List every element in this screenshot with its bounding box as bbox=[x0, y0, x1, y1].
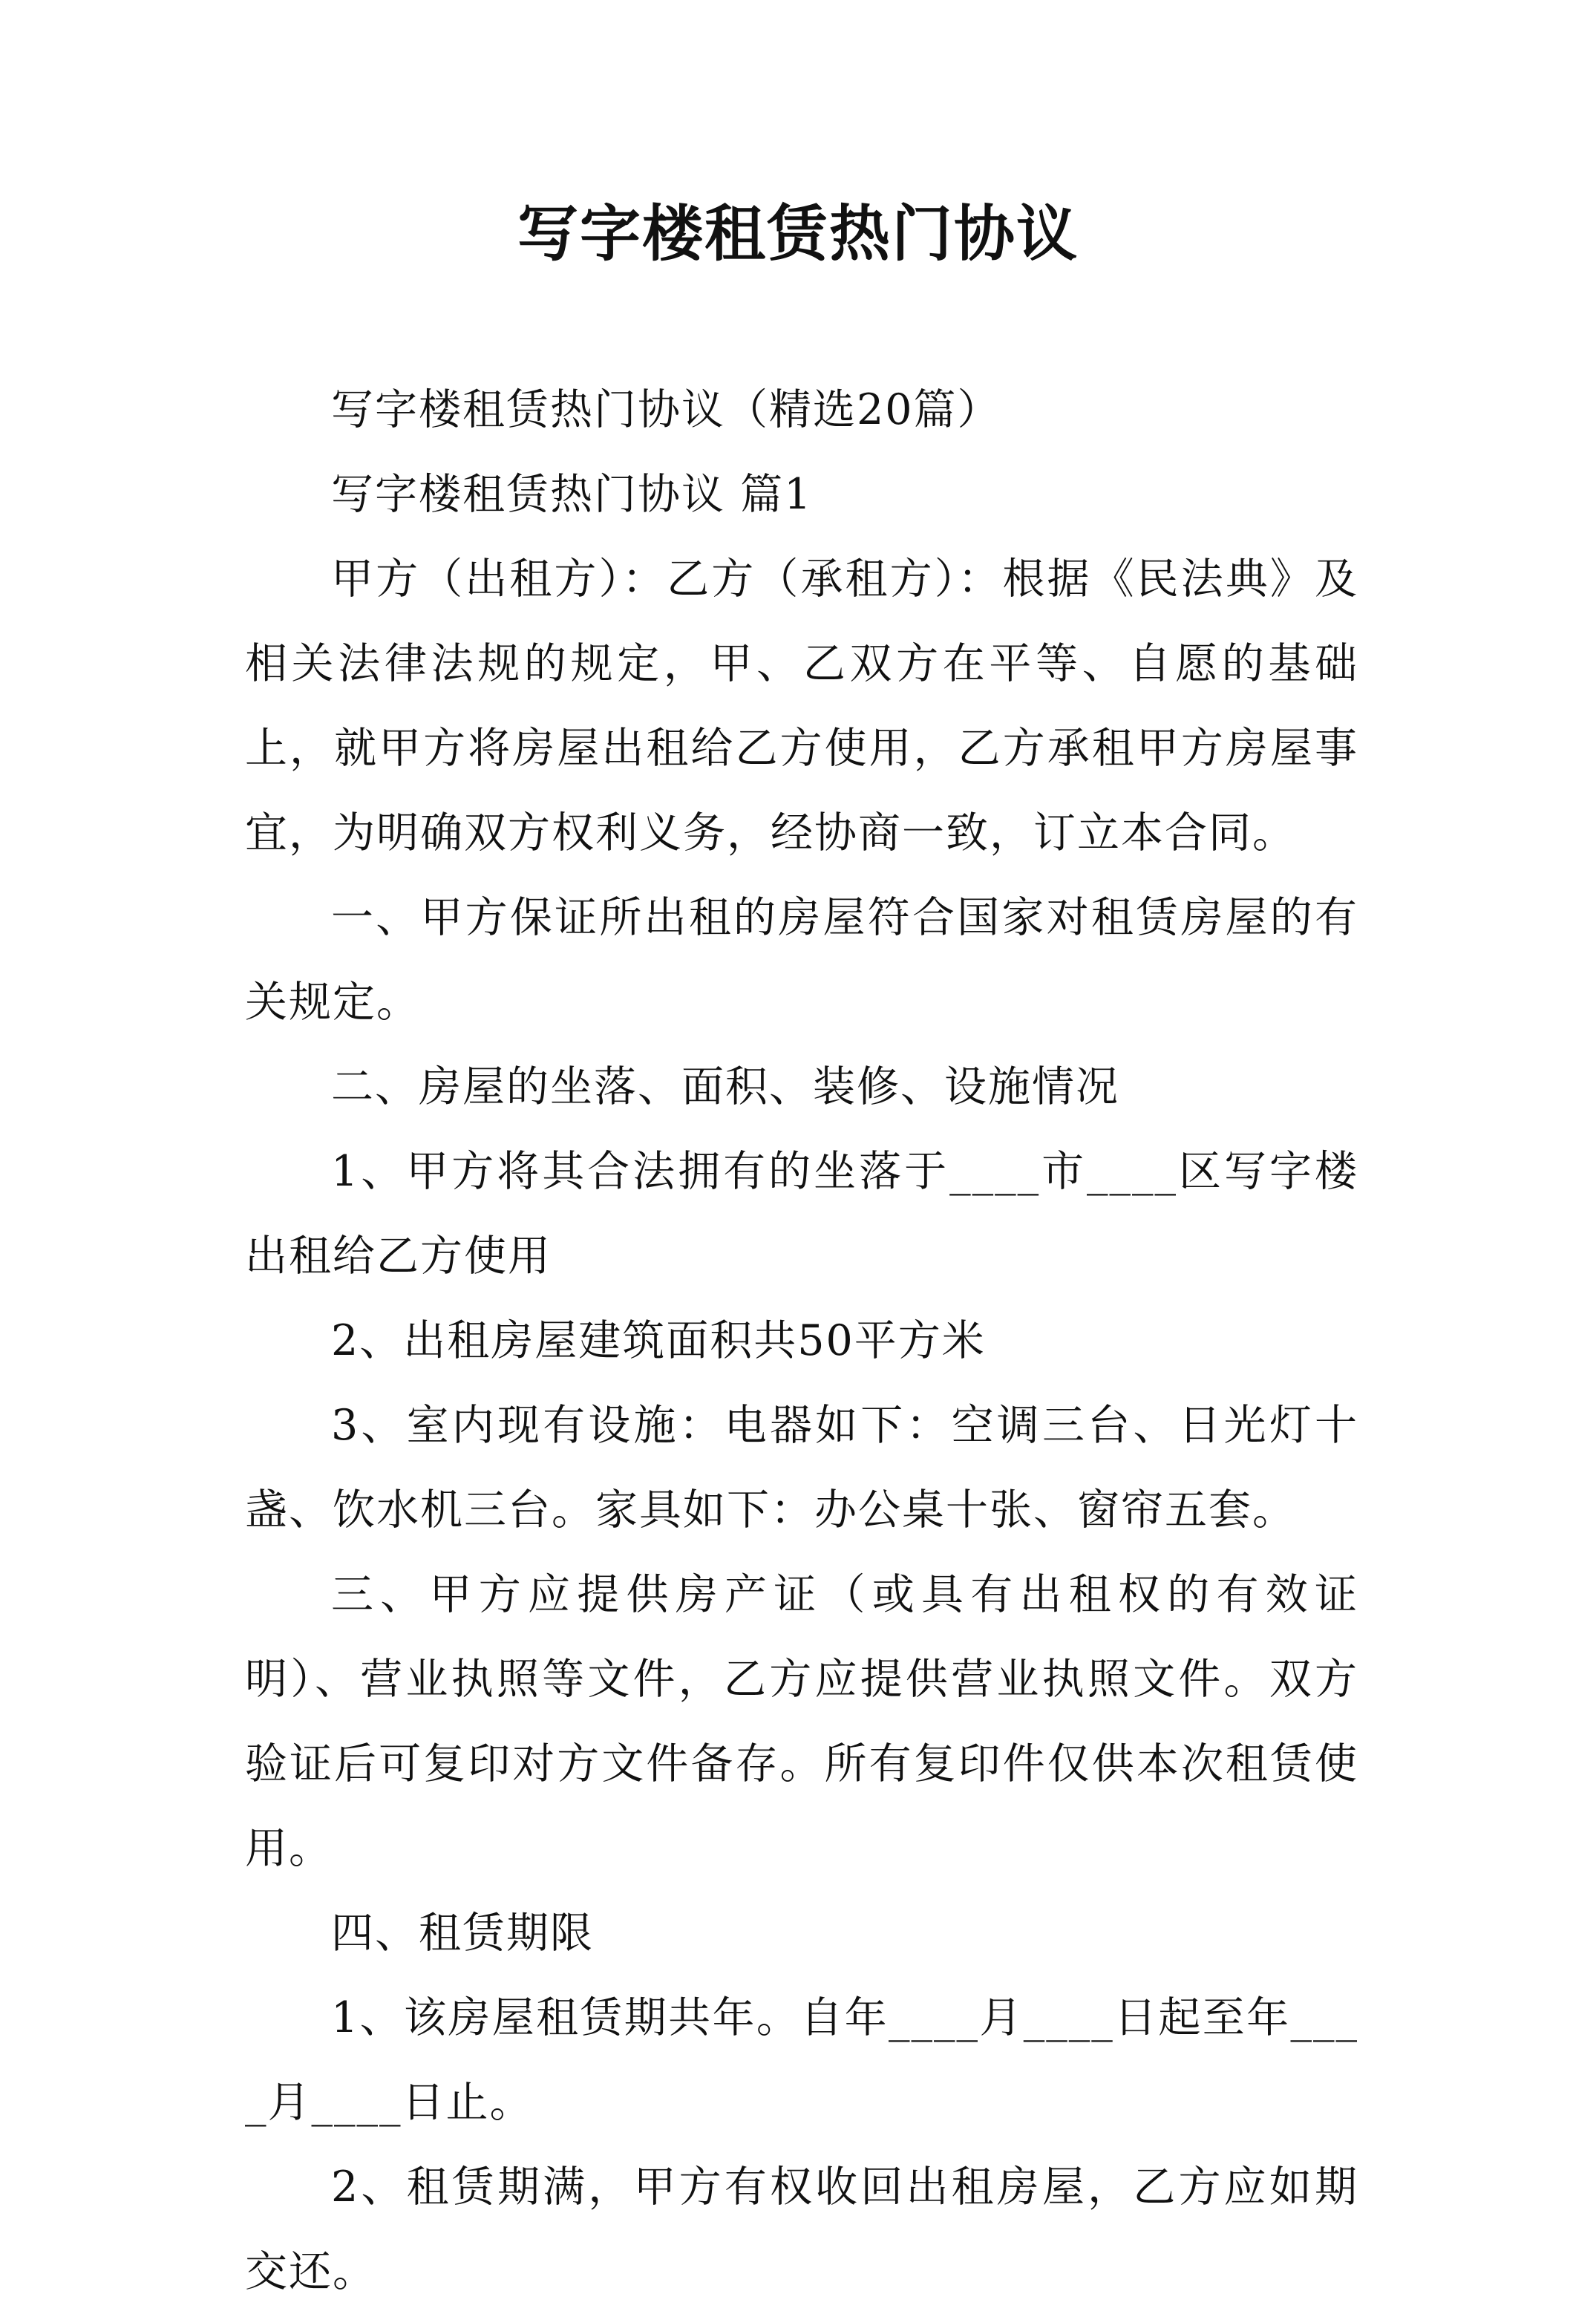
clause-3-paragraph: 三、甲方应提供房产证（或具有出租权的有效证明）、营业执照等文件，乙方应提供营业执照文件。双方验证后可复印对方文件备存。所有复印件仅供本次租赁使用。 bbox=[245, 1570, 1358, 1873]
clause-2-heading: 二、房屋的坐落、面积、装修、设施情况 bbox=[331, 1062, 1119, 1111]
clause-4-item-2: 2、租赁期满，甲方有权收回出租房屋，乙方应如期交还。 bbox=[245, 2163, 1358, 2296]
document-title: 写字楼租赁热门协议 bbox=[517, 198, 1079, 269]
section-heading-paragraph: 写字楼租赁热门协议 篇1 bbox=[331, 470, 813, 519]
clause-4-item-1: 1、该房屋租赁期共年。自年____月____日起至年____月____日止。 bbox=[245, 1993, 1358, 2127]
clause-2-item-3: 3、室内现有设施：电器如下：空调三台、日光灯十盏、饮水机三台。家具如下：办公桌十张、窗帘五套。 bbox=[245, 1401, 1358, 1535]
clause-2-item-2: 2、出租房屋建筑面积共50平方米 bbox=[331, 1316, 986, 1365]
clause-2-item-1: 1、甲方将其合法拥有的坐落于____市____区写字楼出租给乙方使用 bbox=[245, 1147, 1358, 1281]
preamble-paragraph: 甲方（出租方）：乙方（承租方）：根据《民法典》及相关法律法规的规定，甲、乙双方在平等、自愿的基础上，就甲方将房屋出租给乙方使用，乙方承租甲方房屋事宜，为明确双方权利义务，经协商一致，订立本合同。 bbox=[245, 555, 1358, 857]
document-body bbox=[245, 367, 1358, 2314]
clause-1-paragraph: 一、甲方保证所出租的房屋符合国家对租赁房屋的有关规定。 bbox=[245, 893, 1358, 1027]
subtitle-paragraph: 写字楼租赁热门协议（精选20篇） bbox=[331, 385, 1001, 434]
clause-4-heading: 四、租赁期限 bbox=[331, 1909, 594, 1958]
